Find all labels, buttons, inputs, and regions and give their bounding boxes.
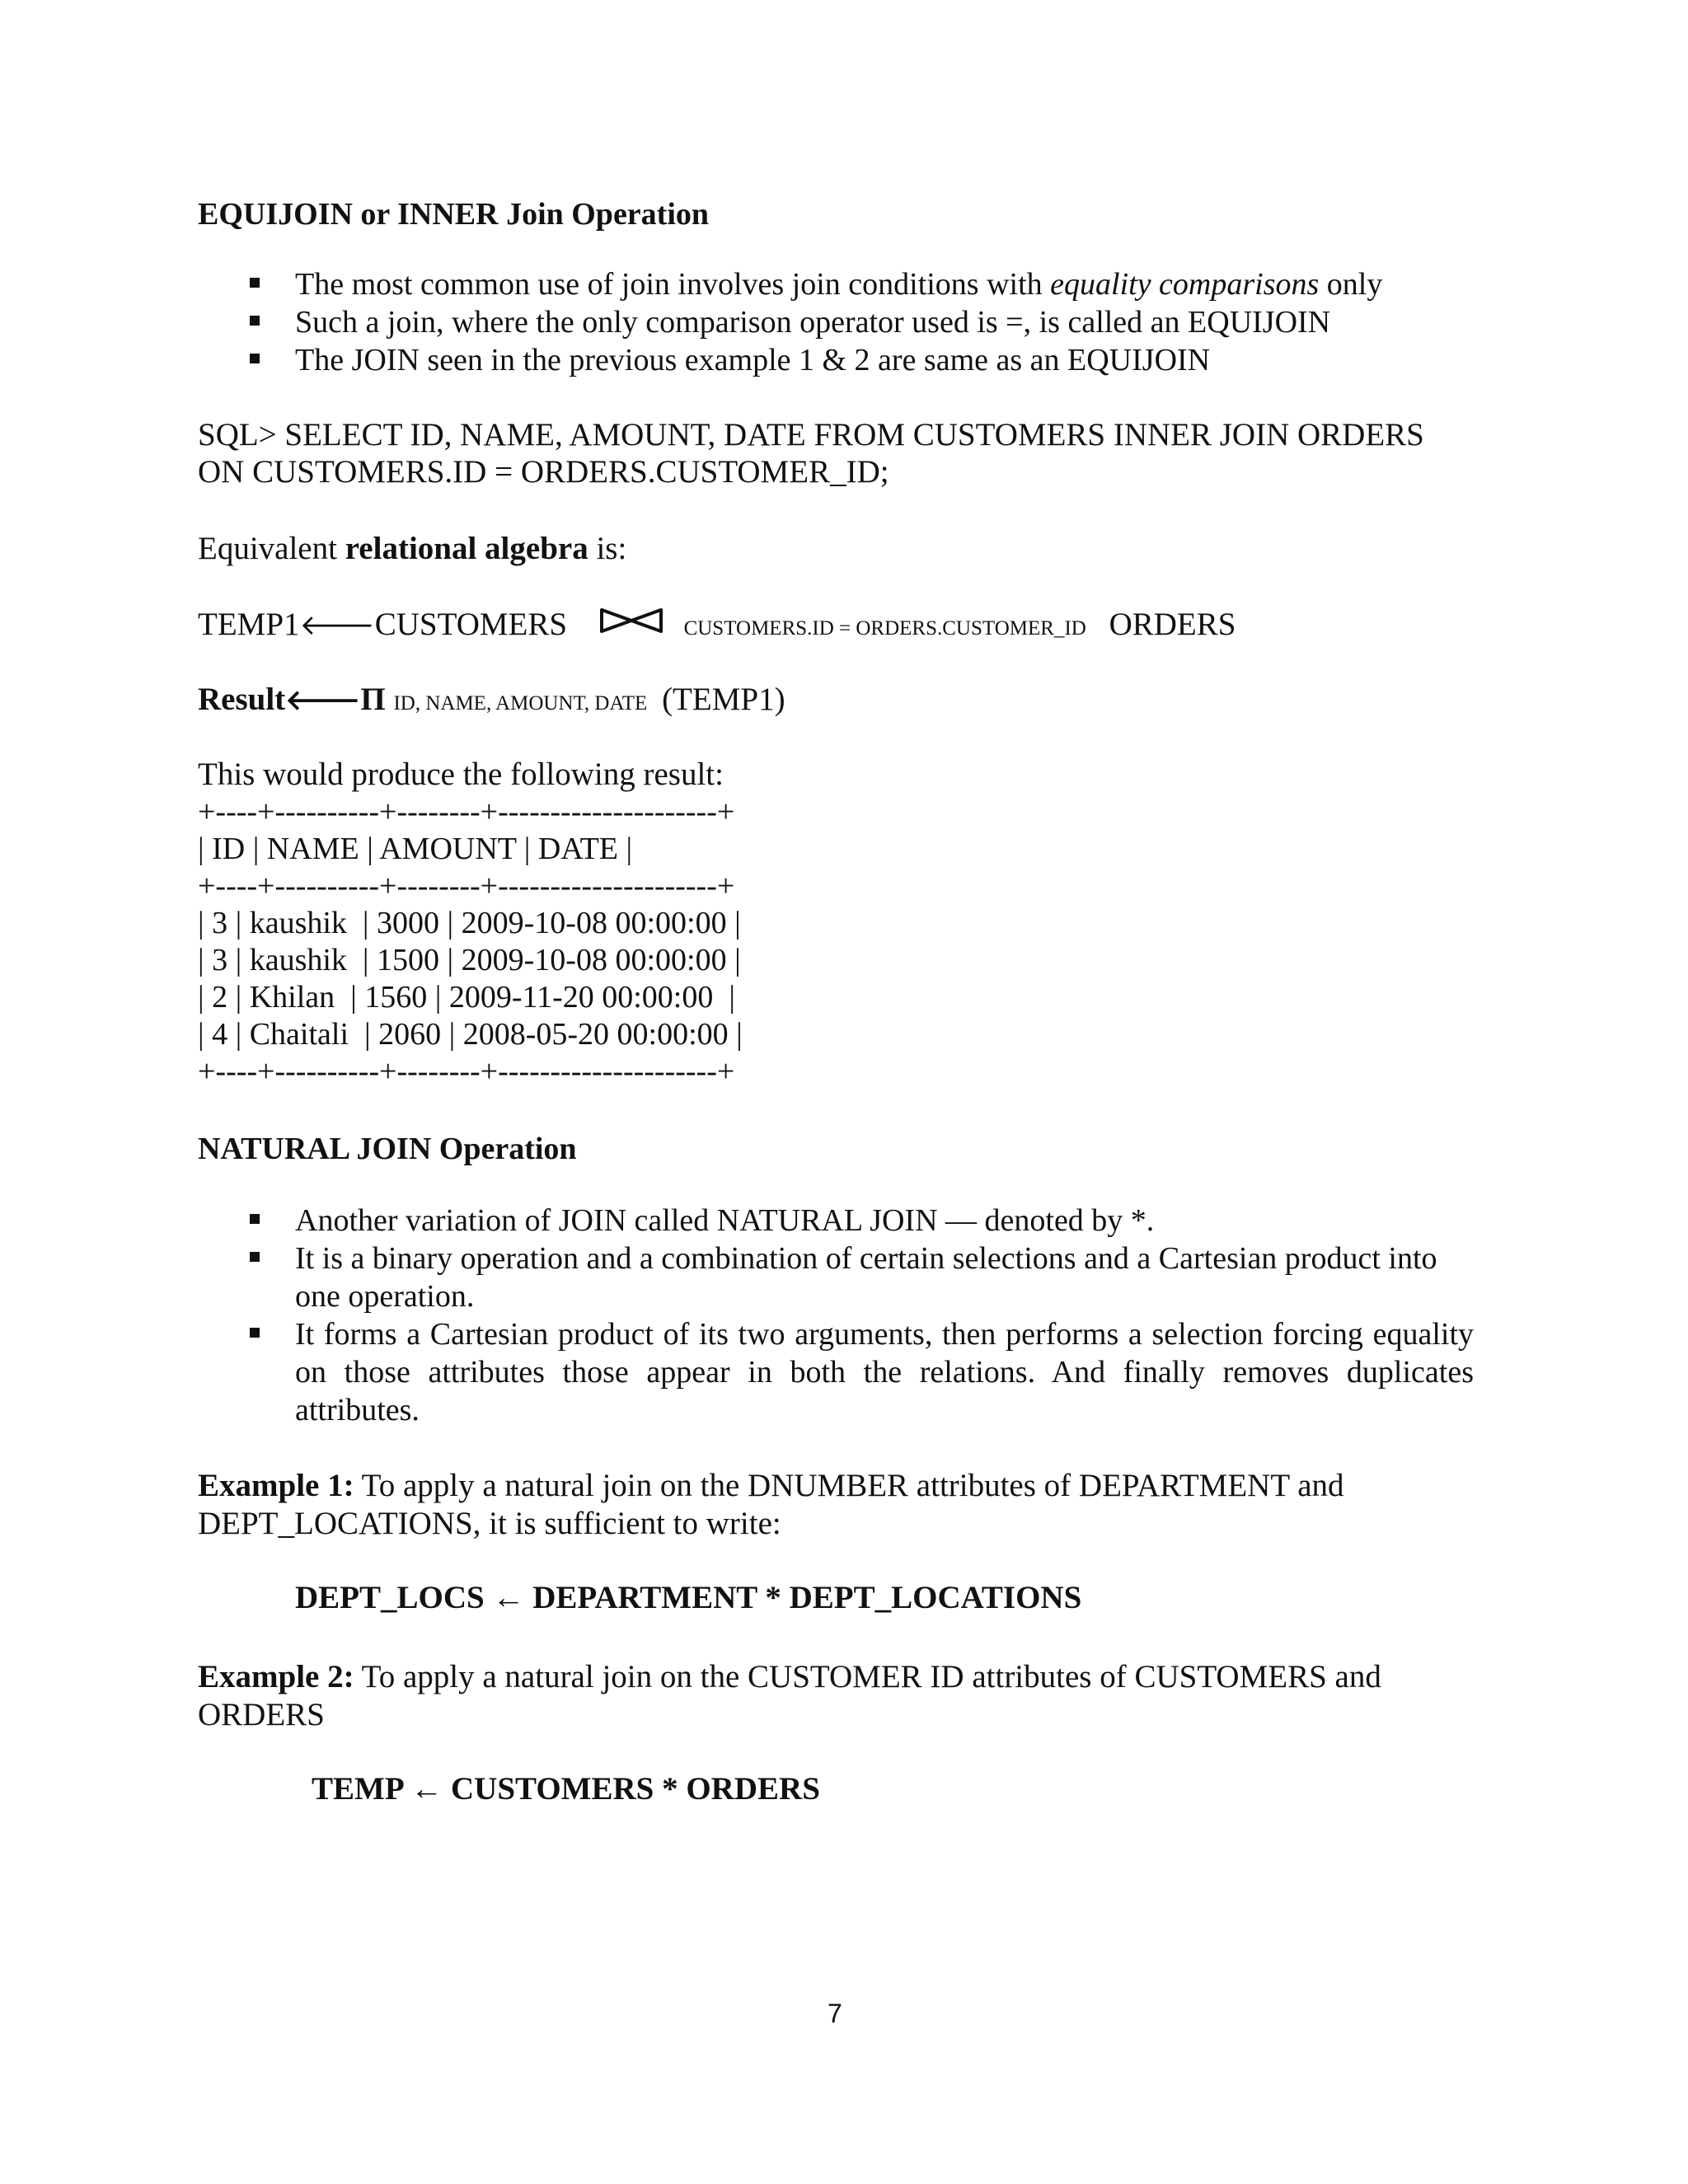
list-item: The most common use of join involves join conditions with equality comparisons only [198,265,1434,303]
pi-symbol: Π [360,682,386,717]
square-bullet-icon [250,1214,260,1224]
square-bullet-icon [250,1252,260,1262]
example-1-paragraph: Example 1: To apply a natural join on the DNUMBER attributes of DEPARTMENT and DEPT_LOCATIONS, it is sufficient to write: [198,1468,1344,1541]
list-item: It is a binary operation and a combination of certain selections and a Cartesian product into one operation. [198,1240,1474,1315]
result-intro-text: This would produce the following result: [198,757,724,792]
table-row: | 2 | Khilan | 1560 | 2009-11-20 00:00:00 | [198,980,735,1015]
temp1-join-expression: TEMP1🡐CUSTOMERS CUSTOMERS.ID = ORDERS.CUSTOMER_ID ORDERS [198,607,1236,642]
equivalent-text: Equivalent relational algebra is: [198,531,627,566]
result-table-border: +----+----------+--------+---------------------+ [198,869,735,903]
result-table-header: | ID | NAME | AMOUNT | DATE | [198,832,633,866]
list-item: It forms a Cartesian product of its two arguments, then performs a selection forcing equality on those attributes those appear in both the relations. And finally removes duplicates attributes. [198,1315,1474,1429]
section-heading-natural-join: NATURAL JOIN Operation [198,1132,577,1166]
table-row: | 4 | Chaitali | 2060 | 2008-05-20 00:00:00 | [198,1017,743,1052]
result-table-border: +----+----------+--------+---------------------+ [198,794,735,829]
left-arrow-icon: 🡐 [285,684,361,717]
result-table-border: +----+----------+--------+---------------------+ [198,1054,735,1089]
natural-join-bullet-list [198,1202,1474,1429]
example-1-formula: DEPT_LOCS ← DEPARTMENT * DEPT_LOCATIONS [295,1580,1082,1615]
list-item: Another variation of JOIN called NATURAL JOIN — denoted by *. [198,1202,1474,1240]
page-number: 7 [828,1999,842,2028]
table-row: | 3 | kaushik | 1500 | 2009-10-08 00:00:00 | [198,943,741,977]
left-arrow-icon: 🡐 [299,609,375,642]
projection-attributes-subscript: ID, NAME, AMOUNT, DATE [393,692,648,715]
join-condition-subscript: CUSTOMERS.ID = ORDERS.CUSTOMER_ID [683,617,1086,640]
list-item: Such a join, where the only comparison operator used is =, is called an EQUIJOIN [198,303,1434,341]
equijoin-bullet-list [198,265,1434,379]
list-item: The JOIN seen in the previous example 1 & 2 are same as an EQUIJOIN [198,341,1434,379]
square-bullet-icon [250,316,260,326]
example-2-paragraph: Example 2: To apply a natural join on the CUSTOMER ID attributes of CUSTOMERS and ORDERS [198,1659,1381,1732]
table-row: | 3 | kaushik | 3000 | 2009-10-08 00:00:00 | [198,906,741,940]
bowtie-join-icon [598,607,664,636]
sql-statement-line-2: ON CUSTOMERS.ID = ORDERS.CUSTOMER_ID; [198,454,889,490]
square-bullet-icon [250,278,260,288]
square-bullet-icon [250,354,260,363]
sql-statement-line-1: SQL> SELECT ID, NAME, AMOUNT, DATE FROM CUSTOMERS INNER JOIN ORDERS [198,417,1424,452]
square-bullet-icon [250,1328,260,1338]
result-projection-expression: Result🡐Π ID, NAME, AMOUNT, DATE (TEMP1) [198,682,785,717]
section-heading-equijoin: EQUIJOIN or INNER Join Operation [198,197,710,232]
example-2-formula: TEMP ← CUSTOMERS * ORDERS [312,1771,820,1807]
